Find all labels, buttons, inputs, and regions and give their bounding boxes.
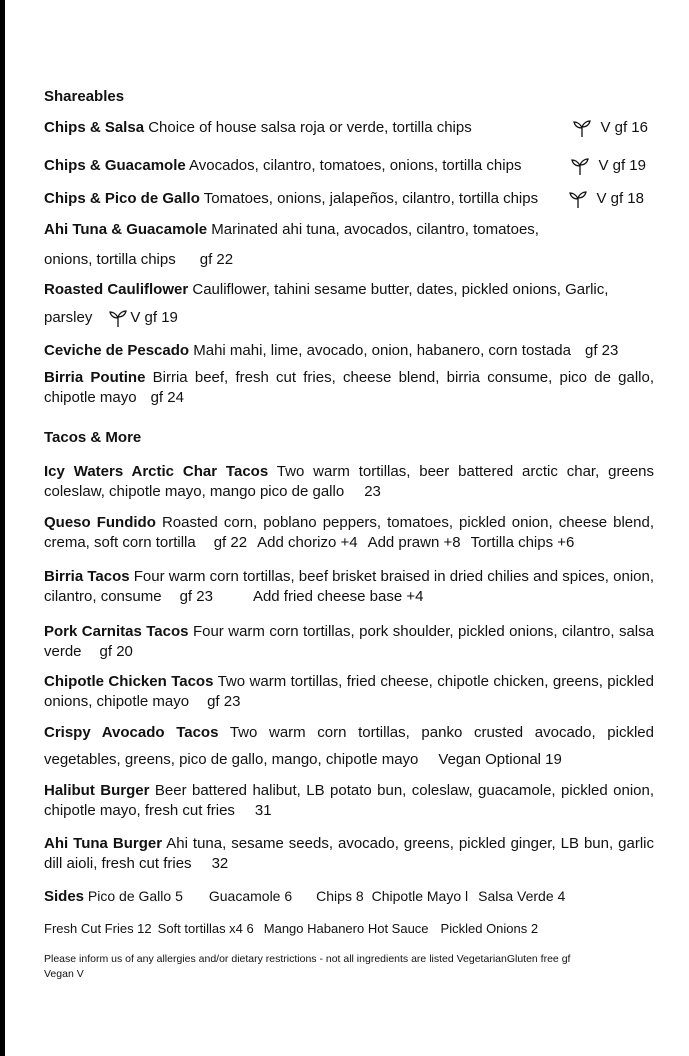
left-border	[0, 0, 5, 1056]
item-description-cont: vegetables, greens, pico de gallo, mango, chipotle mayo	[44, 751, 419, 768]
item-description-cont: onions, tortilla chips	[44, 251, 176, 268]
item-name: Halibut Burger	[44, 782, 150, 799]
menu-item-chips-guacamole	[44, 156, 654, 176]
item-addon: Add prawn +8	[367, 534, 461, 551]
item-name: Birria Poutine	[44, 369, 146, 386]
item-price: 23	[364, 483, 381, 500]
item-name: Queso Fundido	[44, 514, 156, 531]
item-description: Four warm corn tortillas, beef brisket braised in dried chilies and spices, onion, cilantro, consume	[44, 568, 655, 605]
sides-line-1	[44, 886, 654, 907]
item-addon: Add chorizo +4	[257, 534, 358, 551]
item-description: Four warm corn tortillas, pork shoulder, pickled onions, cilantro, salsa verde	[44, 623, 654, 660]
item-description: Roasted corn, poblano peppers, tomatoes, pickled onion, cheese blend, crema, soft corn tortilla	[44, 514, 654, 551]
item-description: Mahi mahi, lime, avocado, onion, habanero, corn tostada	[193, 342, 571, 359]
item-tag: V gf 16	[600, 119, 648, 136]
item-description: Tomatoes, onions, jalapeños, cilantro, tortilla chips	[203, 190, 539, 207]
side-item: Mango Habanero Hot Sauce	[263, 921, 429, 936]
sides-line-2	[44, 919, 654, 939]
item-tag: V gf 19	[598, 157, 646, 174]
item-description: Cauliflower, tahini sesame butter, dates, pickled onions, Garlic,	[192, 281, 609, 298]
item-price: gf 22	[213, 534, 248, 551]
side-item: Soft tortillas x4 6	[157, 921, 254, 936]
item-price: gf 23	[207, 693, 241, 710]
menu-item-queso-fundido	[44, 513, 654, 553]
item-description: Choice of house salsa roja or verde, tortilla chips	[148, 119, 472, 136]
allergy-notice	[44, 952, 654, 982]
side-item: Pickled Onions 2	[440, 921, 539, 936]
item-price: gf 23	[584, 342, 619, 359]
menu-item-halibut-burger	[44, 781, 654, 821]
item-price: Vegan Optional 19	[438, 751, 562, 768]
menu-item-arctic-char-tacos	[44, 462, 654, 502]
menu-item-ceviche	[44, 341, 654, 361]
menu-item-crispy-avocado-tacos	[44, 723, 654, 770]
item-price: gf 24	[150, 389, 184, 406]
item-name: Birria Tacos	[44, 568, 130, 585]
section-heading-tacos: Tacos & More	[44, 429, 142, 446]
item-description: Two warm corn tortillas, panko crusted avocado, pickled	[229, 724, 654, 741]
item-description-cont: parsley	[44, 309, 93, 326]
menu-item-pork-carnitas-tacos	[44, 622, 654, 662]
item-description: Avocados, cilantro, tomatoes, onions, tortilla chips	[189, 157, 522, 174]
item-description: Beer battered halibut, LB potato bun, coleslaw, guacamole, pickled onion, chipotle mayo, fresh cut fries	[44, 782, 654, 819]
sprout-icon	[572, 118, 592, 138]
item-tag: V gf 18	[596, 190, 644, 207]
side-item: Salsa Verde 4	[478, 888, 566, 904]
sprout-icon	[108, 308, 128, 328]
menu-item-birria-poutine	[44, 368, 654, 408]
menu-item-chips-pico	[44, 189, 654, 209]
side-item: Fresh Cut Fries 12	[44, 921, 152, 936]
item-description: Ahi tuna, sesame seeds, avocado, greens, pickled ginger, LB bun, garlic dill aioli, fresh cut fries	[44, 835, 654, 872]
allergy-notice-line-2: Vegan V	[44, 968, 84, 980]
side-item: Pico de Gallo 5	[87, 888, 183, 904]
item-price: gf 23	[179, 588, 213, 605]
item-name: Icy Waters Arctic Char Tacos	[44, 463, 269, 480]
item-description: Marinated ahi tuna, avocados, cilantro, tomatoes,	[211, 221, 539, 238]
sprout-icon	[570, 156, 590, 176]
item-name: Chipotle Chicken Tacos	[44, 673, 214, 690]
menu-item-roasted-cauliflower	[44, 280, 654, 328]
menu-item-chipotle-chicken-tacos	[44, 672, 654, 712]
item-name: Ahi Tuna & Guacamole	[44, 221, 208, 238]
sprout-icon	[568, 189, 588, 209]
item-addon: Add fried cheese base +4	[252, 588, 424, 605]
item-tag: V gf 19	[130, 309, 178, 326]
menu-item-ahi-tuna-burger	[44, 834, 654, 874]
item-name: Chips & Guacamole	[44, 157, 186, 174]
section-heading-shareables: Shareables	[44, 88, 125, 105]
item-description: Birria beef, fresh cut fries, cheese blend, birria consume, pico de gallo, chipotle mayo	[44, 369, 654, 406]
item-name: Chips & Pico de Gallo	[44, 190, 200, 207]
item-addon: Tortilla chips +6	[470, 534, 575, 551]
menu-item-chips-salsa	[44, 118, 654, 138]
item-name: Crispy Avocado Tacos	[44, 724, 219, 741]
allergy-notice-line-1: Please inform us of any allergies and/or dietary restrictions - not all ingredients are listed VegetarianGluten free gf	[44, 953, 571, 965]
item-name: Chips & Salsa	[44, 119, 145, 136]
item-price: 32	[211, 855, 229, 872]
item-name: Pork Carnitas Tacos	[44, 623, 189, 640]
item-name: Ahi Tuna Burger	[44, 835, 163, 852]
side-item: Chips 8	[316, 888, 364, 904]
side-item: Guacamole 6	[208, 888, 293, 904]
sides-label: Sides	[44, 888, 85, 905]
menu-item-birria-tacos	[44, 567, 654, 607]
item-name: Ceviche de Pescado	[44, 342, 190, 359]
item-price: gf 20	[99, 643, 133, 660]
item-price: gf 22	[199, 251, 234, 268]
side-item: Chipotle Mayo l	[371, 888, 469, 904]
item-name: Roasted Cauliflower	[44, 281, 189, 298]
menu-item-ahi-tuna-guacamole	[44, 220, 654, 270]
item-price: 31	[254, 802, 272, 819]
item-description: Two warm tortillas, fried cheese, chipotle chicken, greens, pickled onions, chipotle mayo	[44, 673, 654, 710]
item-description: Two warm tortillas, beer battered arctic char, greens coleslaw, chipotle mayo, mango pico de gallo	[44, 463, 655, 500]
